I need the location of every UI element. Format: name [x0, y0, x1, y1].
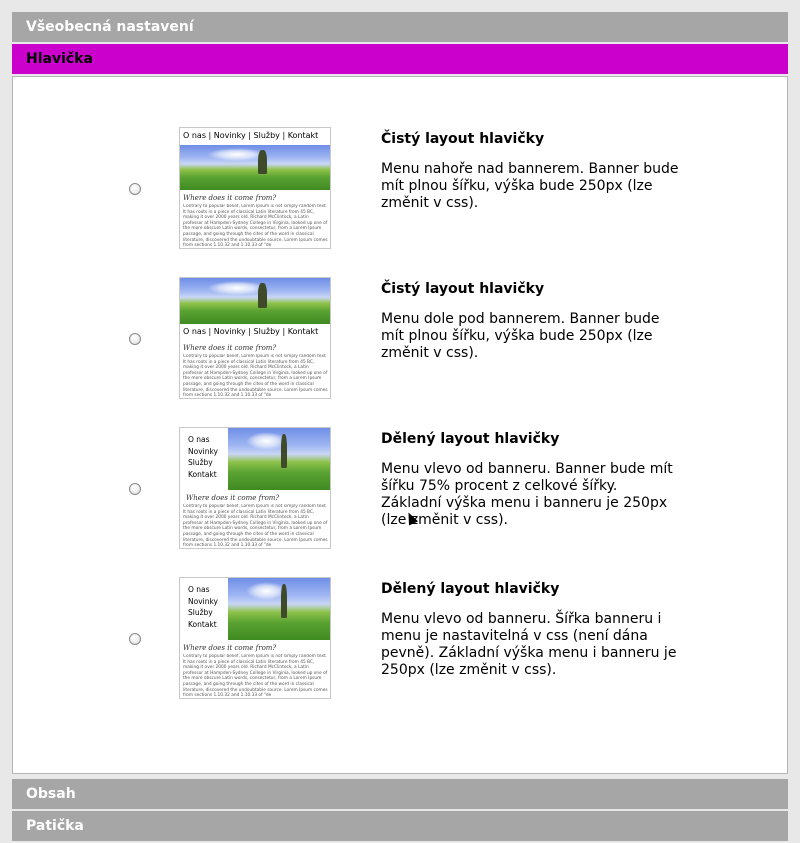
thumb-body: Contrary to popular belief, Lorem Ipsum is not simply random text. It has roots in a piece of classical Latin literature from 45 BC, making it over 2000 years old. Richard McClintock, a Latin professor at Hampden-Sydney College in Virginia, looked up one of the more obscure Latin words, consectetur, from a Lorem Ipsum passage, and going through the cites of the word in classical literature, discovered the undoubtable source. Lorem Ipsum comes from sections 1.10.32 and 1.10.33 of "de: [183, 504, 328, 548]
layout-description-4: Menu vlevo od banneru. Šířka banneru i menu je nastavitelná v css (není dána pevně). Základní výška menu i banneru je 250px (lze změnit v css).: [381, 611, 677, 678]
layout-title-1: Čistý layout hlavičky: [381, 131, 545, 147]
thumb-menu-item: O nas: [188, 585, 210, 594]
thumb-heading: Where does it come from?: [186, 494, 280, 502]
thumb-banner-image: [180, 145, 330, 190]
thumb-banner-image: [228, 578, 330, 640]
header-layout-panel: [12, 76, 788, 774]
layout-option-3: [13, 427, 789, 551]
thumb-menu: O nas | Novinky | Služby | Kontakt: [183, 327, 319, 336]
thumb-heading: Where does it come from?: [183, 344, 277, 352]
thumb-banner-image: [228, 428, 330, 490]
layout-thumbnail-4: [179, 577, 331, 699]
thumb-banner-image: [180, 278, 330, 324]
thumb-heading: Where does it come from?: [183, 644, 277, 652]
layout-thumbnail-2: [179, 277, 331, 399]
layout-title-3: Dělený layout hlavičky: [381, 431, 560, 447]
thumb-menu-item: Novinky: [188, 596, 218, 606]
layout-radio-4[interactable]: [129, 633, 141, 645]
layout-radio-2[interactable]: [129, 333, 141, 345]
layout-title-4: Dělený layout hlavičky: [381, 581, 560, 597]
accordion-header-active[interactable]: Hlavička: [12, 44, 788, 74]
thumb-menu-item: Kontakt: [188, 469, 217, 479]
layout-description-2: Menu dole pod bannerem. Banner bude mít plnou šířku, výška bude 250px (lze změnit v css).: [381, 311, 660, 361]
thumb-body: Contrary to popular belief, Lorem Ipsum is not simply random text. It has roots in a piece of classical Latin literature from 45 BC, making it over 2000 years old. Richard McClintock, a Latin professor at Hampden-Sydney College in Virginia, looked up one of the more obscure Latin words, consectetur, from a Lorem Ipsum passage, and going through the cites of the word in classical literature, discovered the undoubtable source. Lorem Ipsum comes from sections 1.10.32 and 1.10.33 of "de: [183, 354, 328, 398]
thumb-menu-item: Služby: [188, 458, 213, 467]
thumb-menu-item: Kontakt: [188, 619, 217, 629]
layout-option-4: [13, 577, 789, 701]
layout-description-1: Menu nahoře nad bannerem. Banner bude mít plnou šířku, výška bude 250px (lze změnit v css).: [381, 161, 679, 211]
thumb-heading: Where does it come from?: [183, 194, 277, 202]
layout-description-3: Menu vlevo od banneru. Banner bude mít šířku 75% procent z celkové šířky. Základní výška menu i banneru je 250px (lze změnit v css).: [381, 461, 673, 528]
layout-radio-3[interactable]: [129, 483, 141, 495]
layout-option-1: [13, 127, 789, 251]
accordion-general[interactable]: Všeobecná nastavení: [12, 12, 788, 42]
layout-option-2: [13, 277, 789, 401]
thumb-vertical-menu: [188, 434, 218, 480]
thumb-body: Contrary to popular belief, Lorem Ipsum is not simply random text. It has roots in a piece of classical Latin literature from 45 BC, making it over 2000 years old. Richard McClintock, a Latin professor at Hampden-Sydney College in Virginia, looked up one of the more obscure Latin words, consectetur, from a Lorem Ipsum passage, and going through the cites of the word in classical literature, discovered the undoubtable source. Lorem Ipsum comes from sections 1.10.32 and 1.10.33 of "de: [183, 204, 328, 248]
thumb-body: Contrary to popular belief, Lorem Ipsum is not simply random text. It has roots in a piece of classical Latin literature from 45 BC, making it over 2000 years old. Richard McClintock, a Latin professor at Hampden-Sydney College in Virginia, looked up one of the more obscure Latin words, consectetur, from a Lorem Ipsum passage, and going through the cites of the word in classical literature, discovered the undoubtable source. Lorem Ipsum comes from sections 1.10.32 and 1.10.33 of "de: [183, 654, 328, 698]
layout-title-2: Čistý layout hlavičky: [381, 281, 545, 297]
thumb-menu-item: O nas: [188, 435, 210, 444]
layout-thumbnail-3: [179, 427, 331, 549]
layout-radio-1[interactable]: [129, 183, 141, 195]
thumb-menu-item: Služby: [188, 608, 213, 617]
accordion-content[interactable]: Obsah: [12, 779, 788, 809]
thumb-vertical-menu: [188, 584, 218, 630]
accordion-footer[interactable]: Patička: [12, 811, 788, 841]
thumb-menu-item: Novinky: [188, 446, 218, 456]
thumb-menu: O nas | Novinky | Služby | Kontakt: [183, 131, 319, 140]
layout-thumbnail-1: [179, 127, 331, 249]
